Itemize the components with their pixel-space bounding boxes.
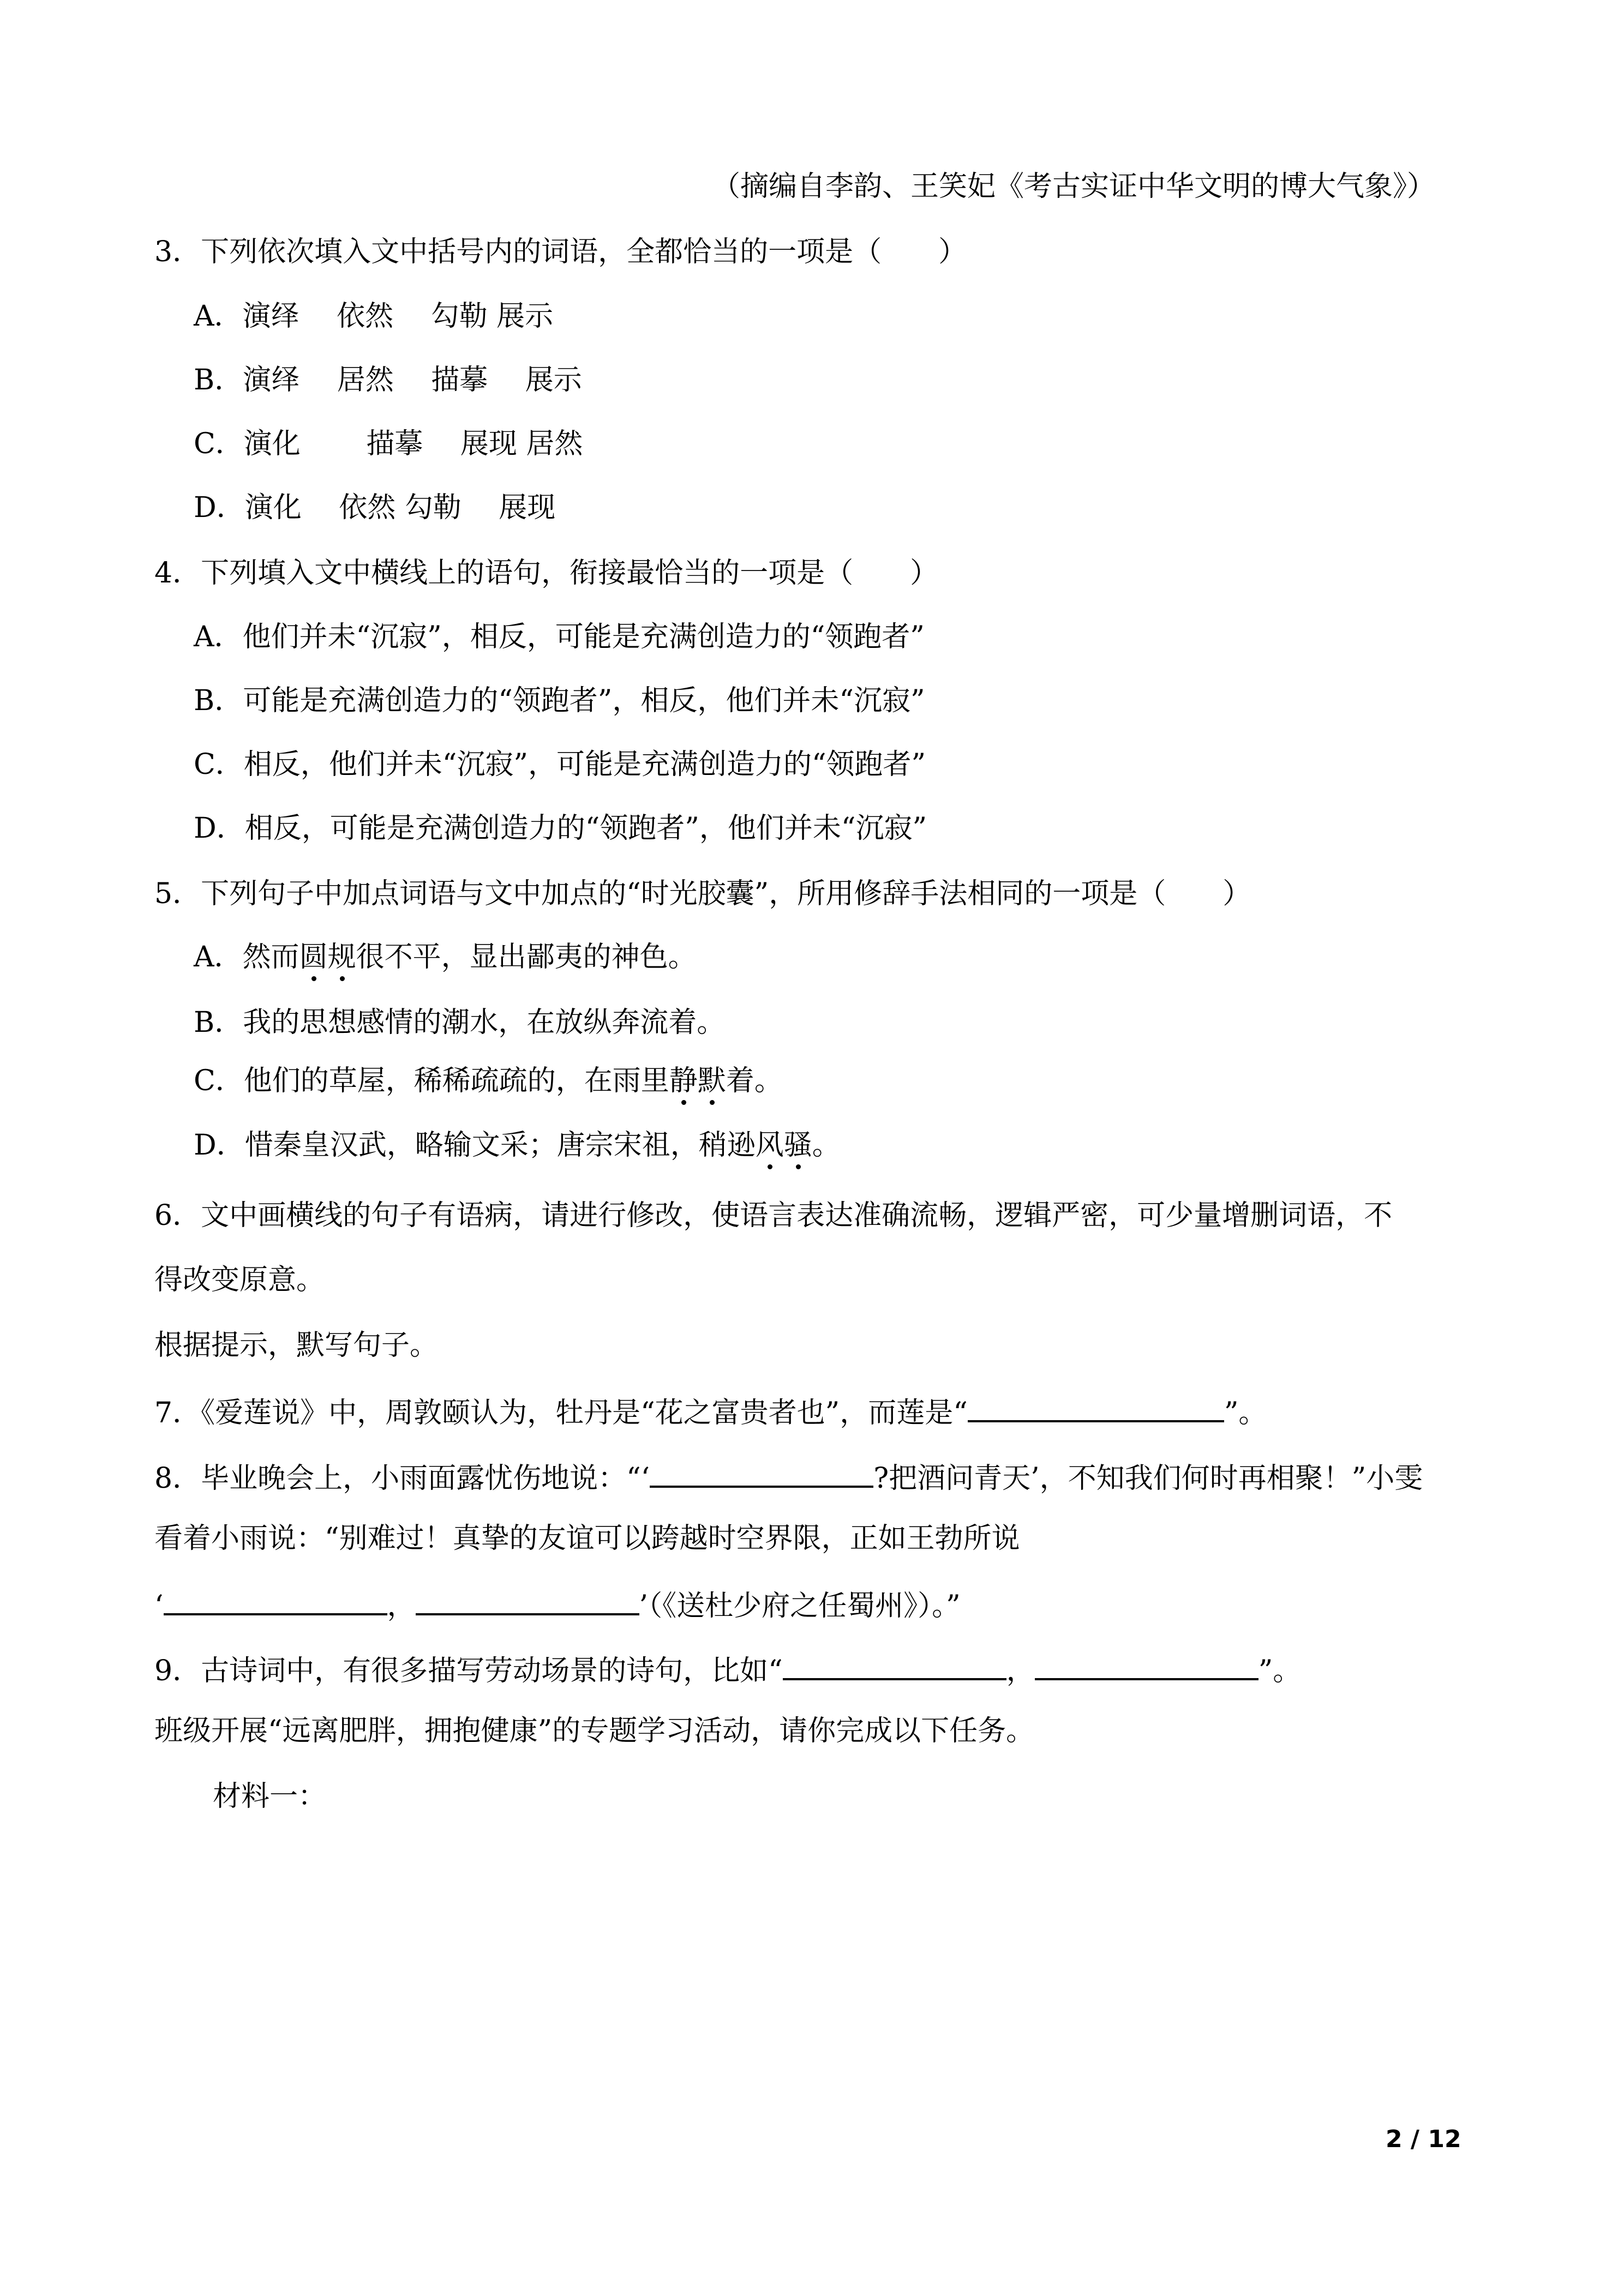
source-citation: （摘编自李韵、王笑妃《考古实证中华文明的博大气象》）: [712, 170, 1436, 203]
option-text: 。: [812, 1129, 841, 1162]
question-3-stem: 3．下列依次填入文中括号内的词语，全都恰当的一项是（ ）: [154, 236, 967, 268]
option-text: D．惜秦皇汉武，略输文采；唐宗宋祖，稍逊: [194, 1129, 756, 1162]
question-text: ’（《送杜少府之任蜀州》）。”: [639, 1590, 961, 1622]
question-5-option-b: B．我的思想感情的潮水，在放纵奔流着。: [194, 1006, 726, 1039]
question-text: 9．古诗词中，有很多描写劳动场景的诗句，比如“: [154, 1655, 783, 1687]
question-3-option-a: A．演绎 依然 勾勒 展示: [194, 300, 554, 333]
emphasis-dot-char: 静: [669, 1065, 698, 1097]
question-4-stem: 4．下列填入文中横线上的语句，衔接最恰当的一项是（ ）: [154, 557, 939, 590]
question-4-option-a: A．他们并未“沉寂”，相反，可能是充满创造力的“领跑者”: [194, 621, 925, 653]
option-text: 很不平，显出鄙夷的神色。: [356, 941, 697, 973]
recite-intro: 根据提示，默写句子。: [154, 1329, 439, 1362]
emphasis-dot-char: 规: [327, 941, 356, 973]
question-text: 8．毕业晚会上，小雨面露忧伤地说：“‘: [154, 1462, 650, 1495]
question-text: 7．《爱莲说》中，周敦颐认为，牡丹是“花之富贵者也”，而莲是“: [154, 1397, 968, 1429]
emphasis-dot-char: 风: [755, 1129, 784, 1162]
question-text: ，: [1006, 1655, 1035, 1687]
answer-blank[interactable]: [968, 1392, 1224, 1422]
question-5-option-d: [194, 1128, 841, 1163]
answer-blank[interactable]: [650, 1457, 873, 1488]
question-4-option-b: B．可能是充满创造力的“领跑者”，相反，他们并未“沉寂”: [194, 684, 925, 717]
answer-blank[interactable]: [783, 1650, 1006, 1680]
answer-blank[interactable]: [1035, 1650, 1259, 1680]
emphasis-dot-char: 圆: [299, 941, 328, 973]
page-number: 2 / 12: [1386, 2125, 1461, 2153]
option-text: C．他们的草屋，稀稀疏疏的，在雨里: [194, 1065, 669, 1097]
question-6-line-1: 6．文中画横线的句子有语病，请进行修改，使语言表达准确流畅，逻辑严密，可少量增删词语，不: [154, 1199, 1393, 1232]
activity-intro: 班级开展“远离肥胖，拥抱健康”的专题学习活动，请你完成以下任务。: [154, 1715, 1035, 1747]
question-text: ?把酒问青天’，不知我们何时再相聚！”小雯: [873, 1462, 1423, 1495]
question-4-option-d: D．相反，可能是充满创造力的“领跑者”，他们并未“沉寂”: [194, 812, 927, 845]
question-3-option-b: B．演绎 居然 描摹 展示: [194, 364, 582, 396]
question-3-option-c: C．演化 描摹 展现 居然: [194, 428, 583, 460]
option-text: A．然而: [194, 941, 299, 973]
question-3-option-d: D．演化 依然 勾勒 展现: [194, 491, 556, 524]
question-7: [154, 1392, 1267, 1431]
question-text: ”。: [1224, 1397, 1267, 1429]
option-text: 着。: [726, 1065, 783, 1097]
question-8-line-3: [154, 1585, 961, 1624]
question-6-line-2: 得改变原意。: [154, 1264, 325, 1296]
question-text: ”。: [1258, 1655, 1302, 1687]
question-4-option-c: C．相反，他们并未“沉寂”，可能是充满创造力的“领跑者”: [194, 748, 926, 781]
question-9: [154, 1650, 1301, 1688]
question-text: ，: [387, 1590, 416, 1622]
answer-blank[interactable]: [164, 1585, 387, 1615]
question-text: ‘: [154, 1590, 164, 1622]
emphasis-dot-char: 骚: [783, 1129, 812, 1162]
answer-blank[interactable]: [416, 1585, 639, 1615]
question-5-option-a: [194, 940, 697, 975]
material-label: 材料一：: [213, 1780, 327, 1813]
emphasis-dot-char: 默: [697, 1065, 726, 1097]
question-8-line-1: [154, 1457, 1423, 1496]
question-5-option-c: [194, 1063, 783, 1098]
question-5-stem: 5．下列句子中加点词语与文中加点的“时光胶囊”，所用修辞手法相同的一项是（ ）: [154, 877, 1251, 910]
question-8-line-2: 看着小雨说：“别难过！真挚的友谊可以跨越时空界限，正如王勃所说: [154, 1522, 1020, 1555]
